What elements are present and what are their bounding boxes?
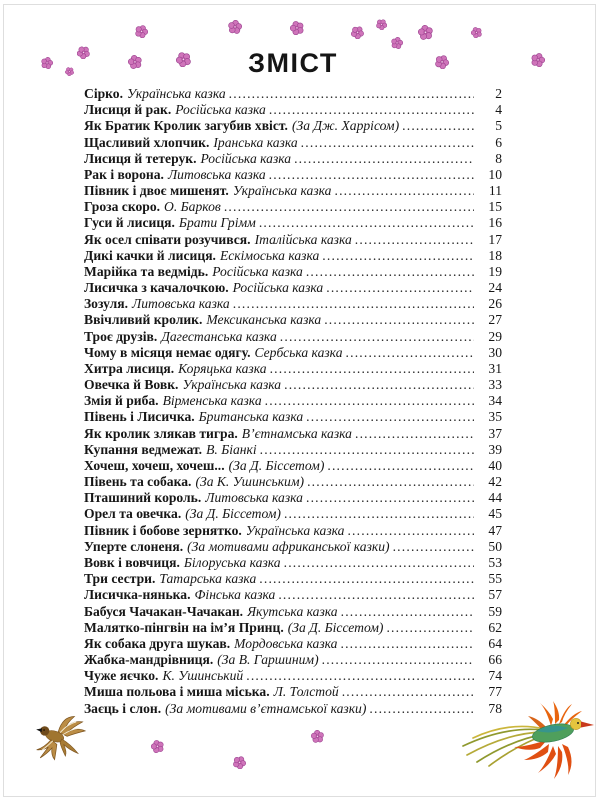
dot-leader <box>278 587 474 603</box>
toc-entry <box>84 701 502 717</box>
toc-entry <box>84 264 502 280</box>
page-number: 8 <box>495 150 502 166</box>
story-source: Брати Грімм <box>178 215 256 231</box>
dot-leader <box>229 86 474 102</box>
toc-entry <box>84 652 502 668</box>
story-source: Татарська казка <box>159 571 257 587</box>
story-title: Півень і Лисичка. <box>84 409 195 425</box>
story-title: Дикі качки й лисиця. <box>84 247 216 263</box>
page-number: 18 <box>488 247 502 263</box>
page-title: ЗМІСТ <box>248 48 338 78</box>
flower-icon <box>151 740 164 753</box>
toc-entry <box>84 426 502 442</box>
story-source: (За К. Ушинським) <box>195 474 305 490</box>
toc-entry <box>84 587 502 603</box>
story-source: Сербська казка <box>254 344 343 360</box>
toc-entry <box>84 474 502 490</box>
dot-leader <box>340 636 474 652</box>
toc-entry <box>84 636 502 652</box>
table-of-contents <box>84 86 502 717</box>
toc-entry <box>84 248 502 264</box>
toc-entry <box>84 684 502 700</box>
story-source: Російська казка <box>232 280 324 296</box>
story-title: Чому в місяця немає одягу. <box>84 344 251 360</box>
page-number: 26 <box>488 296 502 312</box>
flower-icon <box>135 25 148 38</box>
dot-leader <box>355 232 474 248</box>
dot-leader <box>306 264 474 280</box>
dot-leader <box>269 102 474 118</box>
dot-leader <box>306 409 474 425</box>
dot-leader <box>324 312 474 328</box>
story-title: Як Братик Кролик загубив хвіст. <box>84 118 288 134</box>
story-source: Литовська казка <box>205 490 303 506</box>
story-source: Мордовська казка <box>234 635 338 651</box>
dot-leader <box>334 183 474 199</box>
story-source: Італійська казка <box>254 231 352 247</box>
story-source: Дагестанська казка <box>161 328 277 344</box>
page-number: 50 <box>488 538 502 554</box>
story-title: Чуже яєчко. <box>84 668 159 684</box>
toc-entry <box>84 668 502 684</box>
page-number: 10 <box>488 166 502 182</box>
story-title: Ввічливий кролик. <box>84 312 203 328</box>
story-title: Купання ведмежат. <box>84 441 203 457</box>
dot-leader <box>280 329 474 345</box>
page-number: 47 <box>488 522 502 538</box>
dot-leader <box>322 248 474 264</box>
story-source: Іранська казка <box>213 134 298 150</box>
toc-entry <box>84 458 502 474</box>
story-source: (За Д. Біссетом) <box>228 457 325 473</box>
story-source: Білоруська казка <box>183 554 281 570</box>
dot-leader <box>284 555 474 571</box>
page-number: 19 <box>488 263 502 279</box>
story-source: Британська казка <box>198 409 304 425</box>
story-source: Л. Толстой <box>273 684 339 700</box>
story-title: Лисиця й тетерук. <box>84 150 197 166</box>
page-number: 59 <box>488 603 502 619</box>
page-number: 34 <box>488 393 502 409</box>
dot-leader <box>355 426 474 442</box>
page-number: 35 <box>488 409 502 425</box>
story-source: Українська казка <box>182 377 282 393</box>
story-source: (За мотивами в’єтнамської казки) <box>165 700 367 716</box>
story-title: Уперте слоненя. <box>84 538 184 554</box>
page-number: 11 <box>488 183 502 199</box>
page-number: 37 <box>488 425 502 441</box>
story-title: Три сестри. <box>84 571 156 587</box>
flower-icon <box>311 730 324 743</box>
story-source: (За Д. Біссетом) <box>287 619 384 635</box>
story-source: Якутська казка <box>247 603 338 619</box>
dot-leader <box>260 442 474 458</box>
flower-icon <box>228 20 242 34</box>
page-number: 33 <box>488 377 502 393</box>
dot-leader <box>301 135 474 151</box>
story-title: Гроза скоро. <box>84 199 161 215</box>
toc-entry <box>84 118 502 134</box>
toc-entry <box>84 215 502 231</box>
toc-entry <box>84 312 502 328</box>
page-number: 45 <box>488 506 502 522</box>
dot-leader <box>402 118 474 134</box>
flower-icon <box>41 57 53 69</box>
story-source: Фінська казка <box>194 587 276 603</box>
toc-entry <box>84 102 502 118</box>
story-source: Мексиканська казка <box>206 312 322 328</box>
story-source: Українська казка <box>127 86 226 101</box>
flower-icon <box>351 26 364 39</box>
story-source: Ескімоська казка <box>219 247 320 263</box>
page-number: 62 <box>488 619 502 635</box>
page-number: 30 <box>488 344 502 360</box>
page-number: 78 <box>488 700 502 716</box>
toc-entry <box>84 296 502 312</box>
story-title: Як кролик злякав тигра. <box>84 425 238 441</box>
story-title: Малятко-пінгвін на ім’я Принц. <box>84 619 284 635</box>
dot-leader <box>284 377 474 393</box>
flower-icon <box>65 67 74 76</box>
story-source: Українська казка <box>232 183 332 199</box>
dot-leader <box>246 668 474 684</box>
toc-entry <box>84 442 502 458</box>
story-source: О. Барков <box>164 199 221 215</box>
dot-leader <box>347 523 474 539</box>
toc-entry <box>84 620 502 636</box>
story-title: Заєць і слон. <box>84 700 162 716</box>
flower-icon <box>471 27 482 38</box>
dot-leader <box>259 215 474 231</box>
page-number: 27 <box>488 312 502 328</box>
toc-entry <box>84 280 502 296</box>
flower-icon <box>531 53 545 67</box>
toc-entry <box>84 345 502 361</box>
page-number: 29 <box>488 328 502 344</box>
page-number: 39 <box>488 441 502 457</box>
flower-icon <box>376 19 387 30</box>
story-source: (За Д. Біссетом) <box>185 506 281 522</box>
flower-icon <box>418 25 433 40</box>
page-number: 2 <box>495 86 502 101</box>
firebird-illustration <box>455 700 597 790</box>
page-number: 6 <box>495 134 502 150</box>
page-number: 74 <box>488 668 502 684</box>
dot-leader <box>327 458 474 474</box>
story-title: Хочеш, хочеш, хочеш... <box>84 457 225 473</box>
story-title: Пташиний король. <box>84 490 202 506</box>
story-title: Рак і ворона. <box>84 166 164 182</box>
toc-entry <box>84 523 502 539</box>
sparrow-bird-illustration <box>33 711 87 767</box>
story-title: Лисичка з качалочкою. <box>84 280 229 296</box>
story-title: Лисиця й рак. <box>84 102 172 118</box>
toc-entry <box>84 409 502 425</box>
story-title: Щасливий хлопчик. <box>84 134 210 150</box>
toc-entry <box>84 135 502 151</box>
dot-leader <box>259 571 474 587</box>
toc-entry <box>84 555 502 571</box>
toc-entry <box>84 604 502 620</box>
story-source: Українська казка <box>245 522 345 538</box>
flower-icon <box>290 21 304 35</box>
story-title: Троє друзів. <box>84 328 158 344</box>
page-number: 31 <box>488 360 502 376</box>
story-title: Змія й риба. <box>84 393 159 409</box>
dot-leader <box>341 604 474 620</box>
story-title: Бабуся Чачакан-Чачакан. <box>84 603 244 619</box>
dot-leader <box>270 361 474 377</box>
story-title: Вовк і вовчиця. <box>84 554 180 570</box>
toc-entry <box>84 199 502 215</box>
story-source: (За Дж. Харрісом) <box>291 118 400 134</box>
dot-leader <box>265 393 474 409</box>
story-source: Вірменська казка <box>162 393 262 409</box>
dot-leader <box>307 474 474 490</box>
dot-leader <box>294 151 474 167</box>
dot-leader <box>386 620 474 636</box>
toc-entry <box>84 377 502 393</box>
dot-leader <box>224 199 474 215</box>
page-number: 64 <box>488 635 502 651</box>
story-source: (За мотивами африканської казки) <box>187 538 390 554</box>
page-number: 40 <box>488 457 502 473</box>
story-source: Коряцька казка <box>178 360 267 376</box>
toc-entry <box>84 490 502 506</box>
page-number: 57 <box>488 587 502 603</box>
toc-entry <box>84 329 502 345</box>
story-source: К. Ушинський <box>162 668 244 684</box>
story-title: Хитра лисиця. <box>84 360 175 376</box>
page-number: 66 <box>488 652 502 668</box>
flower-icon <box>233 756 246 769</box>
dot-leader <box>269 167 474 183</box>
story-source: (За В. Гаршиним) <box>217 652 319 668</box>
page-number: 15 <box>488 199 502 215</box>
story-title: Як собака друга шукав. <box>84 635 231 651</box>
toc-entry <box>84 167 502 183</box>
story-title: Гуси й лисиця. <box>84 215 175 231</box>
dot-leader <box>342 684 474 700</box>
story-title: Лисичка-нянька. <box>84 587 191 603</box>
toc-entry <box>84 183 502 199</box>
story-source: В’єтнамська казка <box>241 425 352 441</box>
page-number: 42 <box>488 474 502 490</box>
toc-entry <box>84 151 502 167</box>
dot-leader <box>322 652 474 668</box>
dot-leader <box>233 296 474 312</box>
story-title: Півник і двоє мишенят. <box>84 183 229 199</box>
story-title: Як осел співати розучився. <box>84 231 251 247</box>
story-title: Сірко. <box>84 86 124 101</box>
page-number: 5 <box>495 118 502 134</box>
story-source: В. Біанкі <box>206 441 257 457</box>
story-source: Литовська казка <box>132 296 230 312</box>
story-title: Жабка-мандрівниця. <box>84 652 214 668</box>
story-source: Російська казка <box>175 102 266 118</box>
page-number: 53 <box>488 554 502 570</box>
page-number: 4 <box>495 102 502 118</box>
story-title: Овечка й Вовк. <box>84 377 179 393</box>
story-title: Марійка та ведмідь. <box>84 263 209 279</box>
toc-entry <box>84 86 502 102</box>
toc-entry <box>84 393 502 409</box>
dot-leader <box>346 345 475 361</box>
dot-leader <box>393 539 474 555</box>
toc-entry <box>84 571 502 587</box>
page-number: 24 <box>488 280 502 296</box>
story-title: Зозуля. <box>84 296 128 312</box>
toc-entry <box>84 361 502 377</box>
story-source: Російська казка <box>200 150 292 166</box>
dot-leader <box>284 506 474 522</box>
story-title: Півник і бобове зернятко. <box>84 522 242 538</box>
page-number: 16 <box>488 215 502 231</box>
dot-leader <box>326 280 474 296</box>
page-number: 77 <box>488 684 502 700</box>
story-source: Литовська казка <box>167 166 266 182</box>
page-number: 44 <box>488 490 502 506</box>
toc-entry <box>84 539 502 555</box>
page-number: 55 <box>488 571 502 587</box>
toc-entry <box>84 232 502 248</box>
story-title: Півень та собака. <box>84 474 192 490</box>
story-source: Російська казка <box>212 263 303 279</box>
dot-leader <box>306 490 474 506</box>
story-title: Миша польова і миша міська. <box>84 684 270 700</box>
story-title: Орел та овечка. <box>84 506 182 522</box>
toc-entry <box>84 506 502 522</box>
page-number: 17 <box>488 231 502 247</box>
